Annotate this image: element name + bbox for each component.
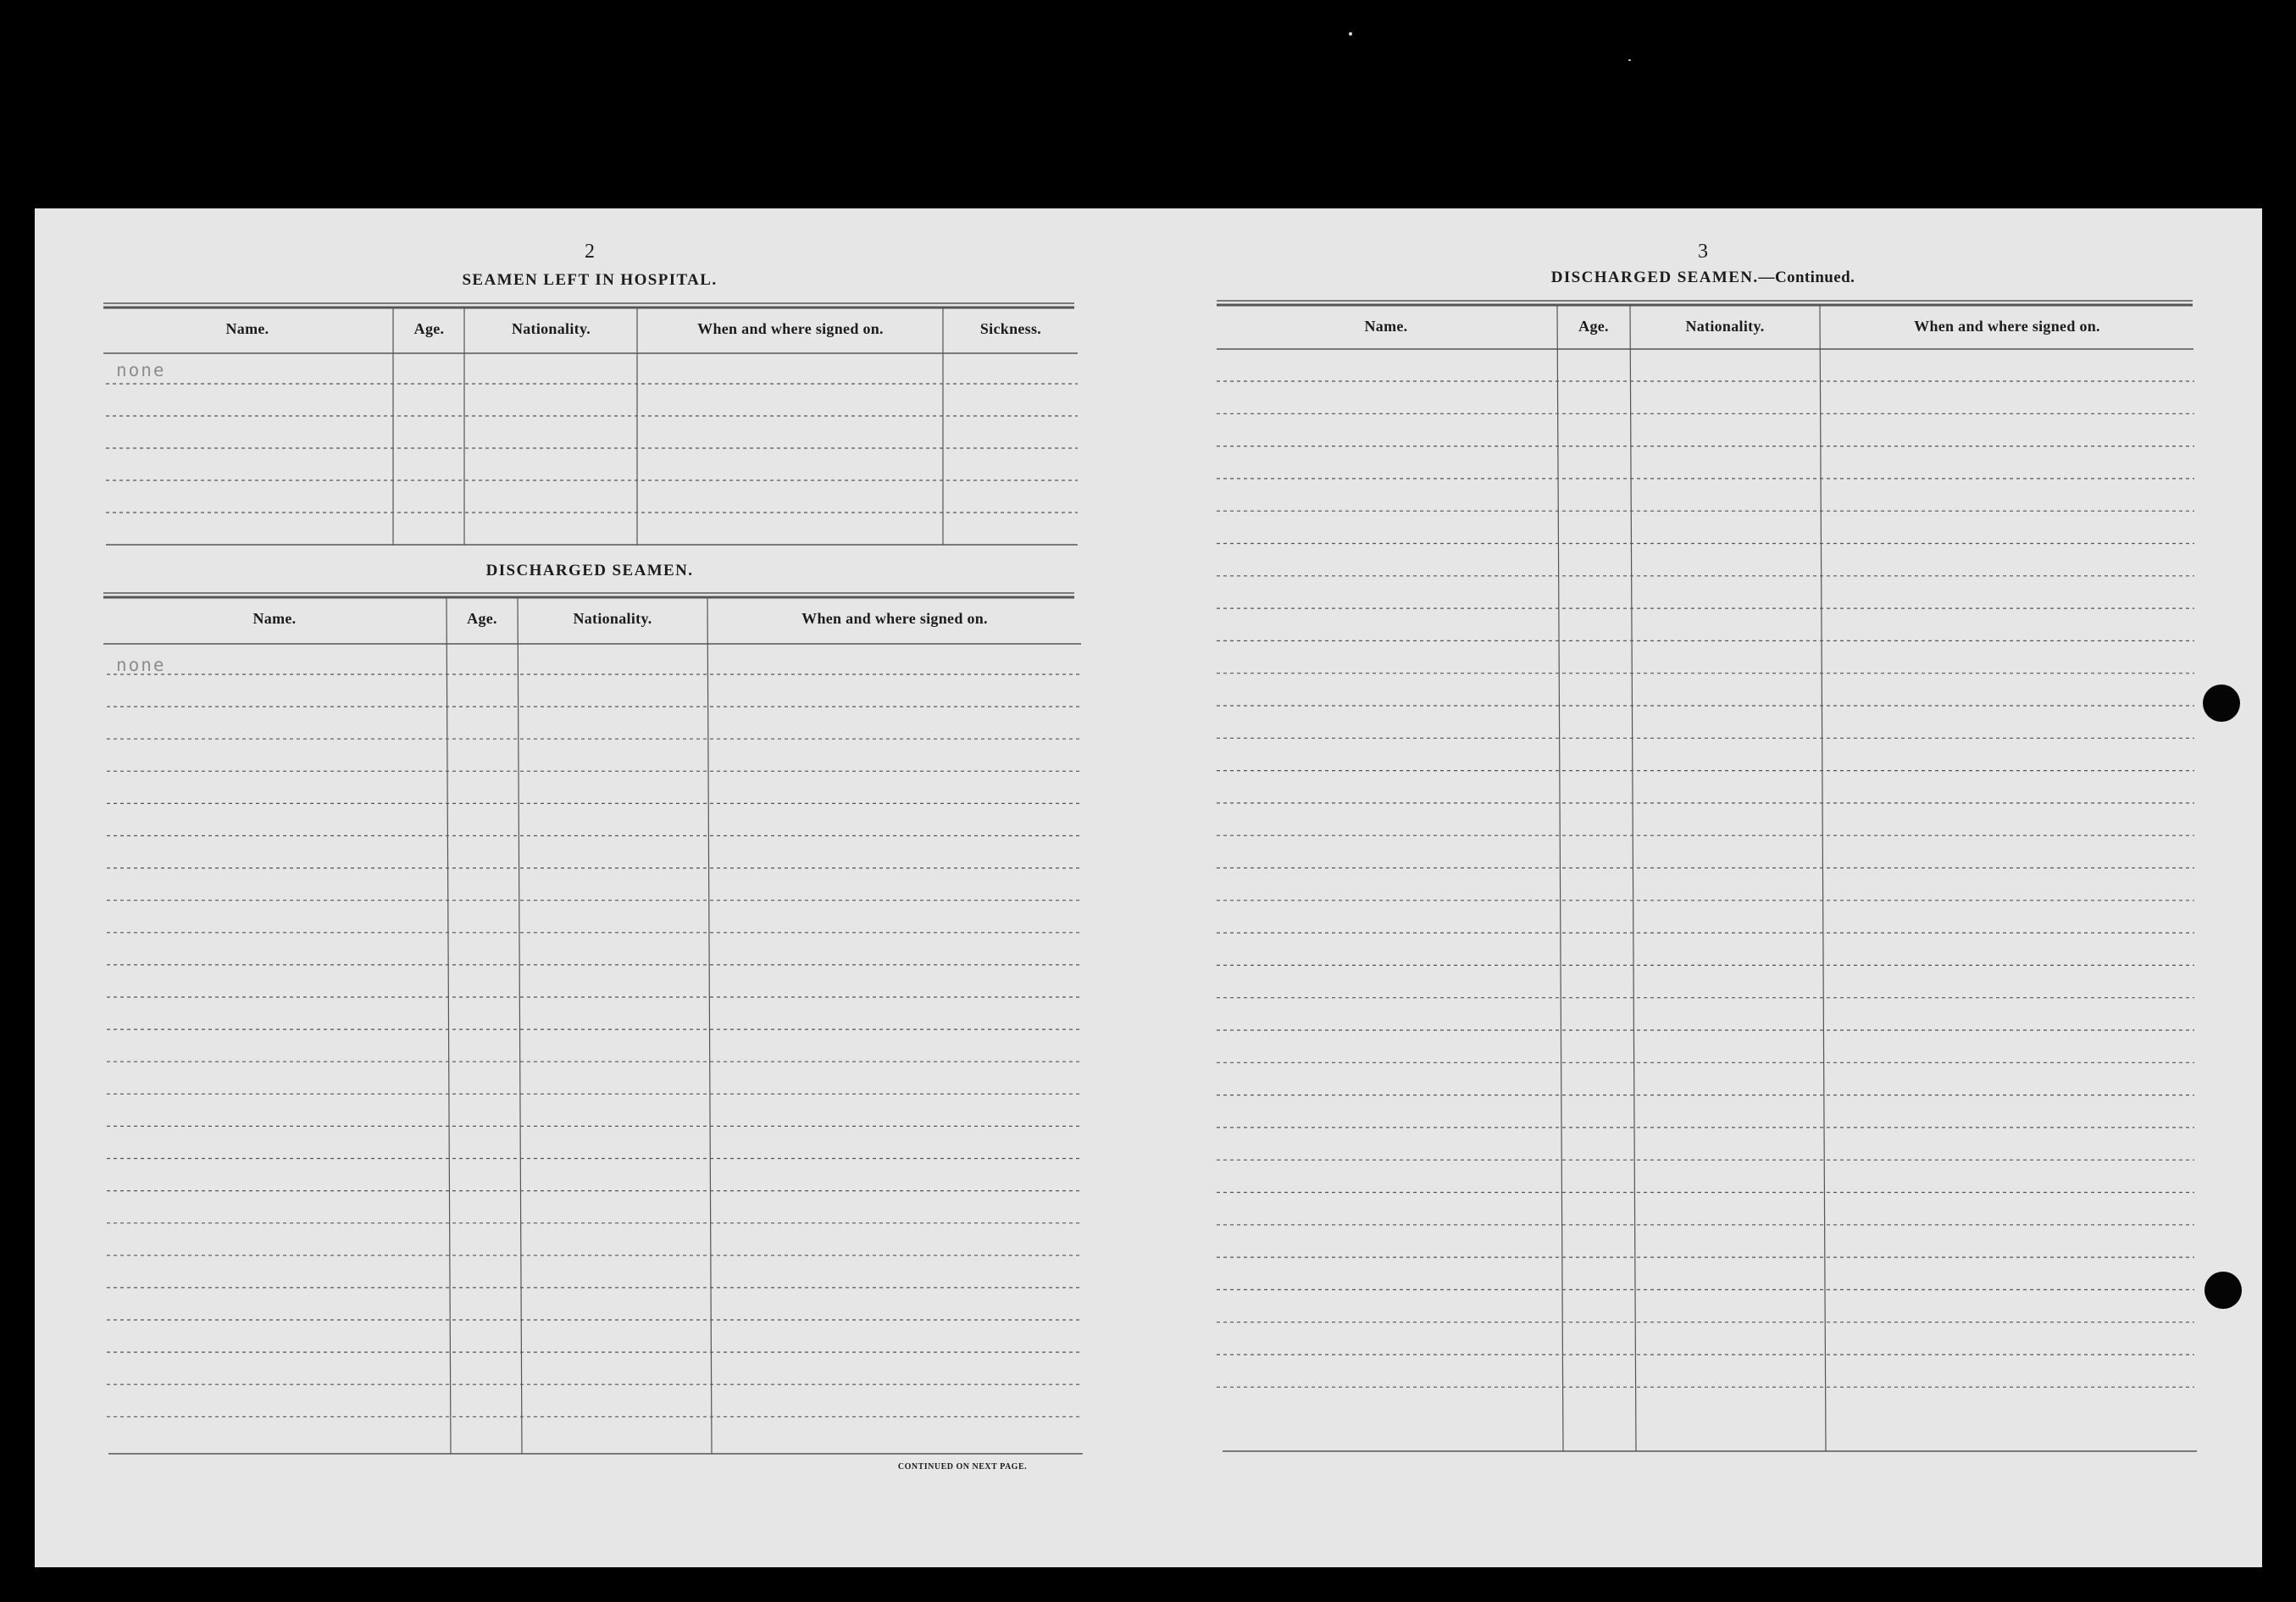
right-column-divider: [1820, 305, 1826, 1451]
right-page-title-suffix: —Continued.: [1758, 269, 1855, 286]
right-col-name: Name.: [1364, 318, 1408, 335]
right-page-number: 3: [1698, 241, 1708, 263]
discharged-section-title: DISCHARGED SEAMEN.: [485, 562, 694, 579]
punch-hole: [2204, 1272, 2242, 1309]
hospital-section-title: SEAMEN LEFT IN HOSPITAL.: [462, 271, 718, 289]
right-page-title-main: DISCHARGED SEAMEN.: [1550, 269, 1759, 286]
hospital-entry-name: none: [116, 360, 166, 380]
hospital-col-age: Age.: [413, 320, 445, 337]
hospital-col-name: Name.: [225, 320, 269, 337]
discharged-column-divider: [446, 597, 451, 1454]
right-column-divider: [1630, 305, 1636, 1451]
right-column-divider: [1557, 305, 1563, 1451]
discharged-column-divider: [518, 597, 522, 1454]
discharged-entry-name: none: [116, 655, 166, 675]
left-page-number: 2: [585, 241, 595, 263]
right-col-signed-on: When and where signed on.: [1914, 318, 2100, 335]
discharged-column-divider: [707, 597, 712, 1454]
right-col-nationality: Nationality.: [1685, 318, 1765, 335]
hospital-col-sickness: Sickness.: [979, 320, 1042, 337]
discharged-col-name: Name.: [252, 610, 297, 627]
continued-footer: CONTINUED ON NEXT PAGE.: [897, 1462, 1028, 1472]
right-page-title: [1279, 269, 2127, 287]
discharged-col-signed-on: When and where signed on.: [801, 610, 988, 627]
hospital-col-signed-on: When and where signed on.: [697, 320, 884, 337]
discharged-col-nationality: Nationality.: [573, 610, 652, 627]
punch-hole: [2203, 685, 2240, 722]
right-col-age: Age.: [1578, 318, 1609, 335]
hospital-col-nationality: Nationality.: [511, 320, 591, 337]
discharged-col-age: Age.: [467, 610, 497, 627]
